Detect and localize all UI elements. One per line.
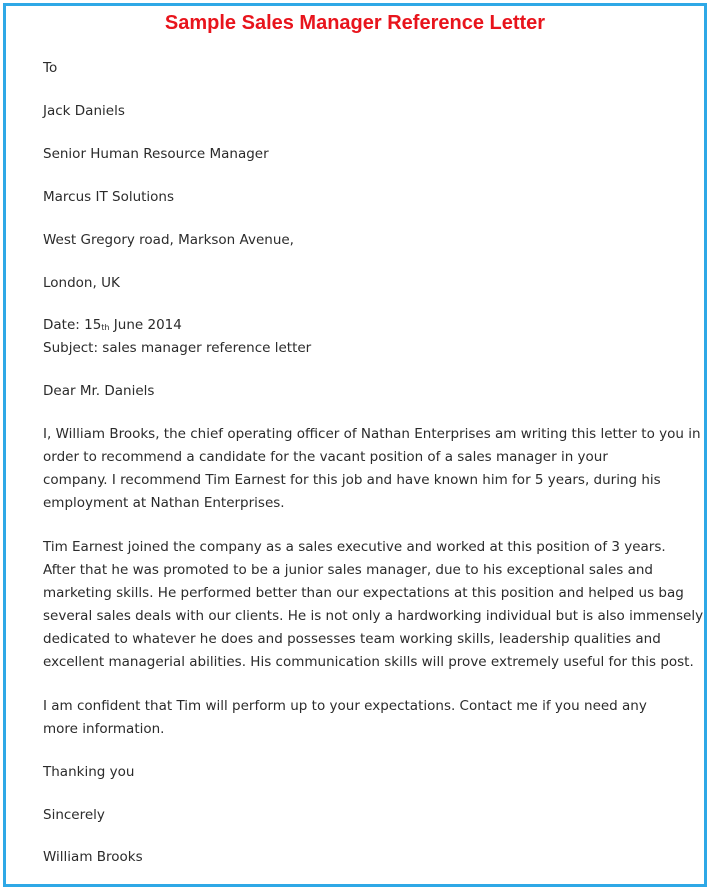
paragraph-line: several sales deals with our clients. He is not only a hardworking individual but is also immensely	[43, 608, 704, 624]
letter-subject: Subject: sales manager reference letter	[43, 340, 312, 356]
paragraph-line: excellent managerial abilities. His communication skills will prove extremely useful for this post.	[43, 654, 694, 670]
date-ordinal-suffix: th	[101, 323, 110, 332]
letter-date	[43, 314, 182, 339]
paragraph-line: Tim Earnest joined the company as a sales executive and worked at this position of 3 years.	[43, 539, 666, 555]
paragraph-line: dedicated to whatever he does and possesses team working skills, leadership qualities and	[43, 631, 661, 647]
recipient-address-line2: London, UK	[43, 275, 120, 291]
paragraph-1	[43, 423, 701, 515]
date-rest: June 2014	[109, 317, 182, 333]
paragraph-line: I, William Brooks, the chief operating officer of Nathan Enterprises am writing this letter to you in	[43, 426, 701, 442]
to-label: To	[43, 60, 58, 76]
paragraph-2	[43, 536, 704, 674]
paragraph-line: I am confident that Tim will perform up to your expectations. Contact me if you need any	[43, 698, 647, 714]
paragraph-line: company. I recommend Tim Earnest for this job and have known him for 5 years, during his	[43, 472, 661, 488]
salutation: Dear Mr. Daniels	[43, 383, 155, 399]
recipient-name: Jack Daniels	[43, 103, 125, 119]
closing-thanks: Thanking you	[43, 764, 135, 780]
paragraph-line: more information.	[43, 721, 165, 737]
paragraph-line: marketing skills. He performed better than our expectations at this position and helped us bag	[43, 585, 684, 601]
signature-name: William Brooks	[43, 849, 143, 865]
closing-sincerely: Sincerely	[43, 807, 105, 823]
paragraph-line: order to recommend a candidate for the vacant position of a sales manager in your	[43, 449, 608, 465]
letter-title: Sample Sales Manager Reference Letter	[164, 12, 546, 34]
paragraph-line: employment at Nathan Enterprises.	[43, 495, 285, 511]
recipient-position: Senior Human Resource Manager	[43, 146, 269, 162]
date-prefix: Date: 15	[43, 317, 102, 333]
paragraph-3	[43, 695, 675, 741]
recipient-address-line1: West Gregory road, Markson Avenue,	[43, 232, 294, 248]
paragraph-line: After that he was promoted to be a junior sales manager, due to his exceptional sales and	[43, 562, 653, 578]
recipient-company: Marcus IT Solutions	[43, 189, 175, 205]
